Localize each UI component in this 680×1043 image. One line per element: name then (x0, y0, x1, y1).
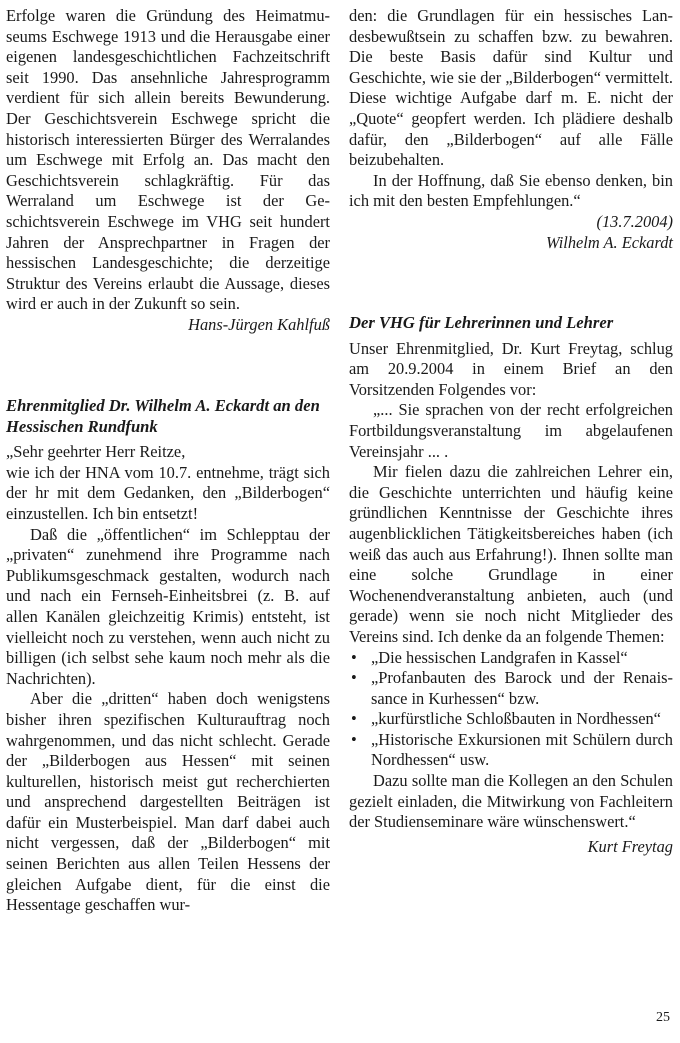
teachers-paragraph-1: Unser Ehrenmitglied, Dr. Kurt Freytag, schlug am 20.9.2004 in einem Brief an den Vorsitzenden Folgendes vor: (349, 338, 673, 399)
letter-date: (13.7.2004) (596, 211, 673, 231)
topic-item: • „Die hessischen Landgrafen in Kassel“ (351, 647, 628, 667)
letter-paragraph-3: Aber die „dritten“ haben doch wenigstens bisher ihren spezifischen Kulturauftrag noch wahrgenommen, und das nicht schlecht. Gerade der „Bilderbogen aus Hessen“ mit seinen kulturellen, historisch meist gut recherchierten und ansprechend dargestellten Beiträgen ist dafür ein Musterbeispiel. Man darf dabei auch nicht vergessen, daß der „Bilderbogen“ mit seinen Berichten aus allen Teilen Hessens der gleichen Aufgabe dient, für die einst die Hessentage geschaffen wur- (6, 689, 330, 915)
intro-paragraph: Erfolge waren die Gründung des Heimatmuseums Eschwege 1913 und die Herausgabe einer eigenen landesgeschichtlichen Fachzeitschrift seit 1990. Das ansehnliche Jahresprogramm verdient für sich allein bereits Bewunderung. Der Geschichtsverein Eschwege spricht die historisch interessierten Bürger des Werralandes um Eschwege mit Erfolg an. Das macht den Geschichtsverein schlagkräftig. Für das Werraland um Eschwege ist der Geschichtsverein Eschwege im VHG seit hundert Jahren der Ansprechpartner in Fragen der hessischen Landesgeschichte; die derzeitige Struktur des Vereins erlaubt die Aussage, dieses wird er auch in der Zukunft so sein. (6, 6, 330, 314)
teachers-paragraph-2: „... Sie sprachen von der recht erfolgreichen Fortbildungsveranstaltung im abgelaufenen Vereinsjahr ... . (349, 400, 673, 461)
topics-list (349, 648, 673, 772)
eckardt-letter-article (6, 396, 330, 916)
page-number: 25 (656, 1010, 670, 1025)
letter-closing: In der Hoffnung, daß Sie ebenso denken, bin ich mit den besten Empfehlungen.“ (349, 170, 673, 211)
article-heading-teachers: Der VHG für Lehrerinnen und Lehrer (349, 313, 614, 332)
topic-item: • „kurfürstliche Schloßbauten in Nordhessen“ (351, 709, 661, 729)
teachers-paragraph-4: Dazu sollte man die Kollegen an den Schulen gezielt einladen, die Mitwirkung von Fachleitern der Studienseminare wäre wünschenswert.“ (349, 771, 673, 832)
teachers-signature: Kurt Freytag (587, 836, 673, 856)
bullet-icon: • (351, 709, 357, 729)
intro-section (6, 6, 330, 336)
eckardt-letter-continuation (349, 6, 673, 253)
article-heading-eckardt: Ehrenmitglied Dr. Wilhelm A. Eckardt an den Hessischen Rundfunk (6, 396, 320, 436)
letter-signature: Wilhelm A. Eckardt (545, 232, 673, 252)
topic-item: • „Historische Exkursionen mit Schülern durch Nordhessen“ usw. (351, 729, 673, 770)
bullet-icon: • (351, 647, 357, 667)
letter-continuation: den: die Grundlagen für ein hessisches Landesbewußtsein zu schaffen bzw. zu bewahren. Die beste Basis dafür sind Kultur und Geschichte, wie sie der „Bilderbogen“ vermittelt. Diese wichtige Aufgabe darf m. E. nicht der „Quote“ geopfert werden. Ich plädiere deshalb dafür, den „Bilderbogen“ auf alle Fälle beizubehalten. (349, 6, 673, 170)
intro-signature: Hans-Jürgen Kahlfuß (188, 314, 330, 334)
bullet-icon: • (351, 668, 357, 688)
letter-paragraph-1: wie ich der HNA vom 10.7. entnehme, trägt sich der hr mit dem Gedanken, den „Bilderbogen“ einzustellen. Ich bin entsetzt! (6, 462, 330, 523)
bullet-icon: • (351, 729, 357, 749)
letter-salutation: „Sehr geehrter Herr Reitze, (6, 442, 186, 462)
teachers-paragraph-3: Mir fielen dazu die zahlreichen Lehrer ein, die Geschichte unterrichten und häufig keine gründlichen Kenntnisse der Geschichte ihres augenblicklichen Tätigkeitsbereiches haben (ich weiß das auch aus Erfahrung!). Ihnen sollte man eine solche Grundlage in einer Wochenendveranstaltung anbieten, auch (und gerade) wenn sie noch nicht Mitglieder des Vereins sind. Ich denke da an folgende Themen: (349, 462, 673, 646)
topic-item: • „Profanbauten des Barock und der Renaissance in Kurhessen“ bzw. (351, 668, 673, 708)
letter-paragraph-2: Daß die „öffentlichen“ im Schlepptau der „privaten“ zunehmend ihre Programme nach Publikumsgeschmack gestalten, wodurch nach und nach ein Fernseh-Einheitsbrei (z. B. auf allen Kanälen gleichzeitig Krimis) entsteht, ist vielleicht noch zu verstehen, wenn auch nicht zu billigen (ich selbst sehe kaum noch mehr als die Nachrichten). (6, 524, 330, 688)
teachers-article (349, 313, 673, 857)
